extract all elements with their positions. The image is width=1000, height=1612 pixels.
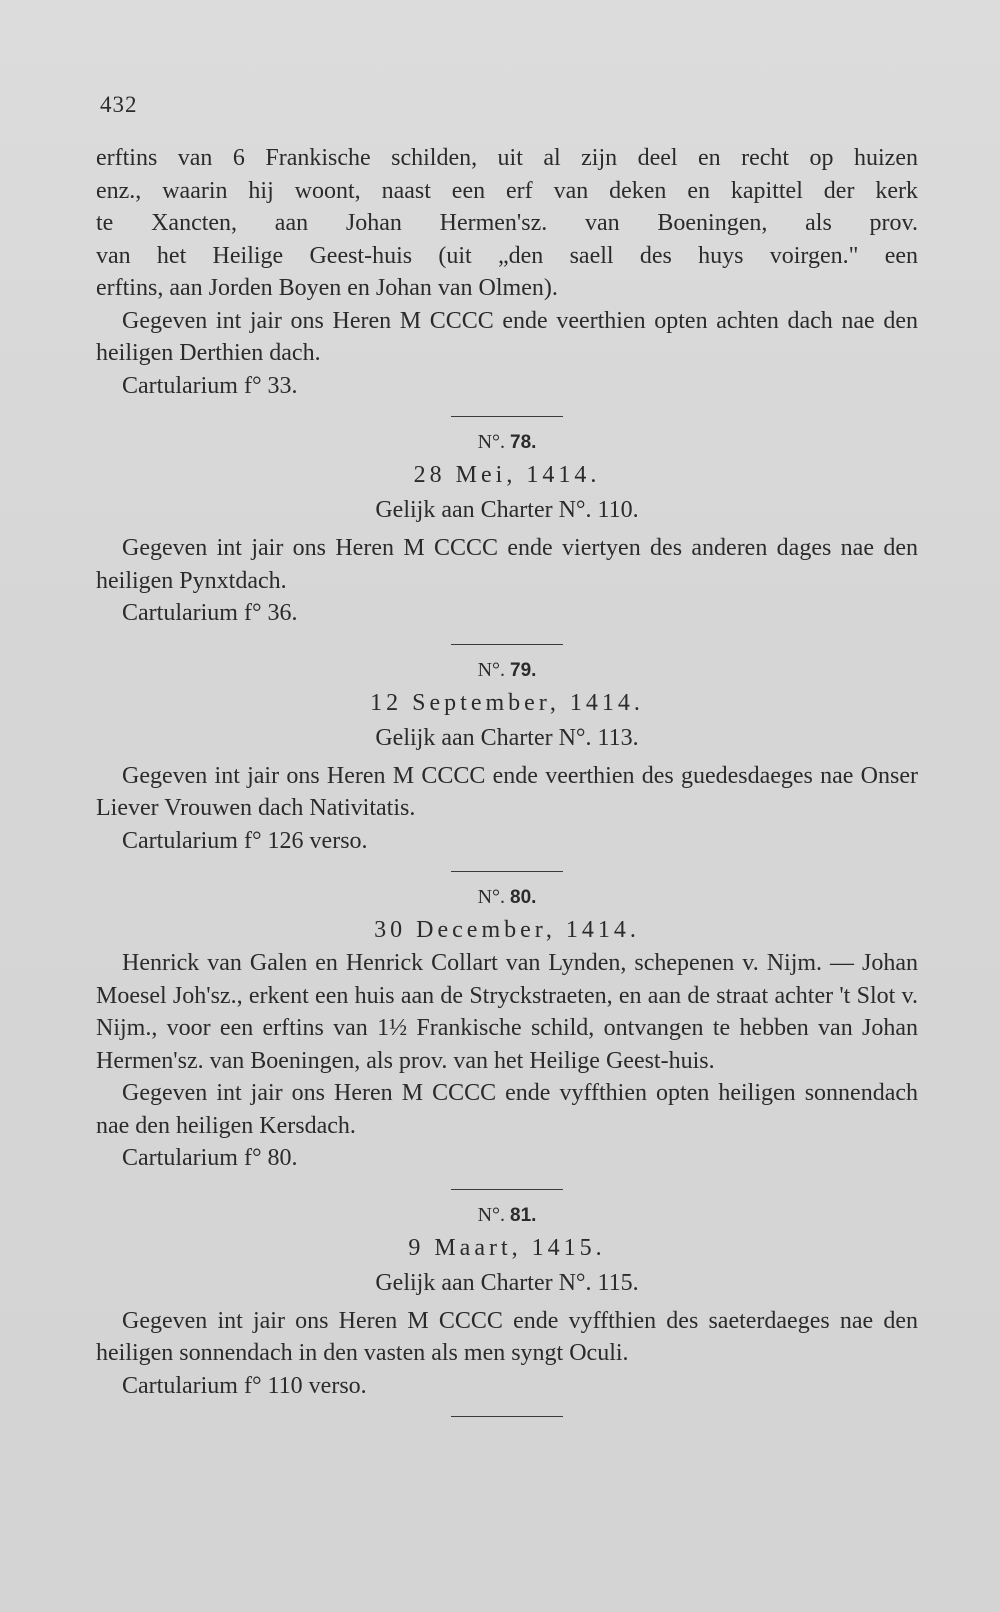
entry-date: 28 Mei, 1414. (413, 462, 601, 488)
entry-number-prefix: N°. (477, 658, 506, 681)
page-number: 432 (100, 92, 138, 117)
entry-number-prefix: N°. (477, 1203, 506, 1226)
entry-number (96, 427, 918, 458)
entry-number-value: 79. (510, 659, 537, 681)
intro-line: erftins van 6 Frankische schilden, uit al zijn deel en recht op huizen (96, 145, 918, 171)
entry-number-value: 81. (510, 1204, 537, 1226)
entry-81 (96, 1200, 918, 1403)
dated-clause: Gegeven int jair ons Heren M CCCC ende vyffthien des saeterdaeges nae den heiligen sonnendach in den vasten als men syngt Oculi. (96, 1307, 918, 1366)
section-divider (451, 644, 563, 645)
section-divider (451, 871, 563, 872)
entry-date: 12 September, 1414. (370, 689, 644, 716)
entry-number (96, 882, 918, 913)
intro-line: te Xancten, aan Johan Hermen'sz. van Boeningen, als prov. (96, 210, 918, 236)
dated-clause: Gegeven int jair ons Heren M CCCC ende viertyen des anderen dages nae den heiligen Pynxtdach. (96, 535, 918, 594)
intro-line: erftins, aan Jorden Boyen en Johan van Olmen). (96, 275, 558, 301)
entry-date: 9 Maart, 1415. (408, 1234, 606, 1261)
entry-number-value: 80. (510, 887, 537, 908)
source-reference: Cartularium f° 33. (122, 372, 298, 399)
section-divider (451, 1189, 563, 1190)
entry-80 (96, 882, 918, 1175)
entry-date: 30 December, 1414. (374, 917, 640, 943)
text-column (96, 142, 918, 1417)
section-divider (451, 416, 563, 417)
source-reference: Cartularium f° 36. (122, 600, 298, 626)
entry-reference: Gelijk aan Charter N°. 115. (375, 1269, 639, 1296)
source-reference: Cartularium f° 80. (122, 1145, 298, 1171)
entry-79 (96, 655, 918, 858)
section-divider (451, 1416, 563, 1417)
dated-clause: Gegeven int jair ons Heren M CCCC ende veerthien des guedesdaeges nae Onser Liever Vrouwen dach Nativitatis. (96, 762, 918, 821)
intro-section (96, 142, 918, 402)
entry-number-value: 78. (510, 432, 537, 453)
dated-clause: Gegeven int jair ons Heren M CCCC ende veerthien opten achten dach nae den heiligen Derthien dach. (96, 307, 918, 366)
dated-clause: Gegeven int jair ons Heren M CCCC ende vyffthien opten heiligen sonnendach nae den heiligen Kersdach. (96, 1080, 918, 1139)
entry-reference: Gelijk aan Charter N°. 110. (375, 497, 639, 523)
entry-number (96, 1200, 918, 1231)
intro-line: van het Heilige Geest-huis (uit „den saell des huys voirgen." een (96, 242, 918, 269)
source-reference: Cartularium f° 126 verso. (122, 827, 368, 854)
entry-reference: Gelijk aan Charter N°. 113. (375, 724, 639, 751)
entry-number-prefix: N°. (477, 886, 506, 908)
entry-78 (96, 427, 918, 630)
entry-number-prefix: N°. (477, 431, 506, 453)
entry-number (96, 655, 918, 686)
intro-line: enz., waarin hij woont, naast een erf van deken en kapittel der kerk (96, 177, 918, 204)
source-reference: Cartularium f° 110 verso. (122, 1372, 367, 1399)
entry-body: Henrick van Galen en Henrick Collart van Lynden, schepenen v. Nijm. — Johan Moesel Joh'sz., erkent een huis aan de Stryckstraeten, en aan de straat achter 't Slot v. Nijm., voor een erftins van 1½ Frankische schild, ontvangen te hebben van Johan Hermen'sz. van Boeningen, als prov. van het Heilige Geest-huis. (96, 950, 918, 1074)
